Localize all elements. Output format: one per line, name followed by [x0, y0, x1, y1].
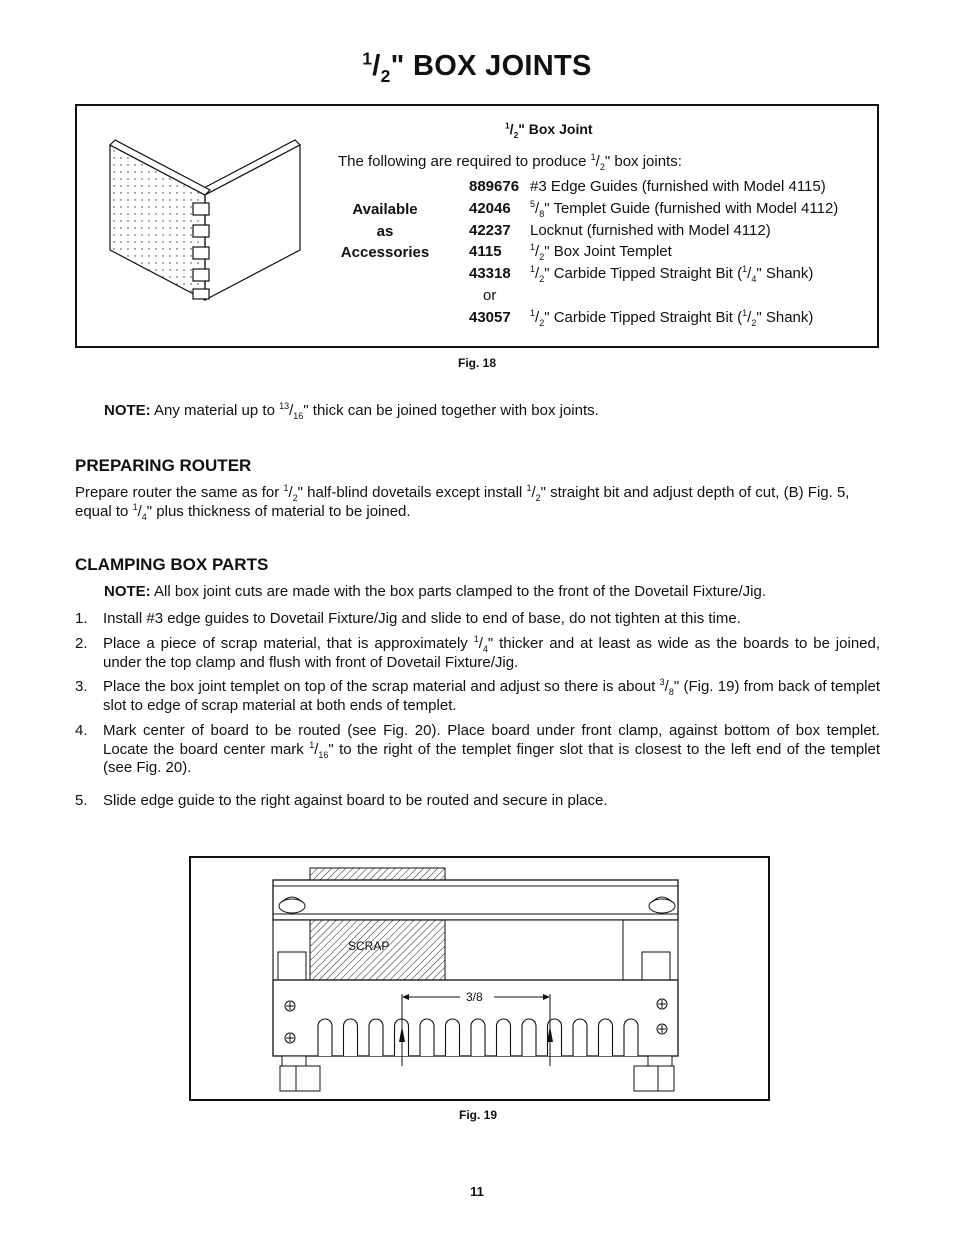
part-code: 43057	[469, 309, 511, 326]
preparing-router-heading: PREPARING ROUTER	[75, 456, 252, 475]
step-text: Install #3 edge guides to Dovetail Fixture/Jig and slide to end of base, do not tighten at this time.	[103, 610, 741, 627]
templet-slot	[599, 1019, 613, 1056]
templet-slot	[446, 1019, 460, 1056]
templet-slot	[420, 1019, 434, 1056]
scrap-label: SCRAP	[348, 939, 390, 953]
step-number: 1.	[75, 610, 88, 627]
preparing-router-text: Prepare router the same as for $^1/_2$" half-blind dovetails except install $^1/_2$" straight bit and adjust depth of cut, (B) Fig. 5, equal to $^1/_4$" plus thickness of material to be joined.	[75, 483, 850, 522]
part-code: 42237	[469, 222, 511, 239]
part-code: 4115	[469, 243, 502, 260]
step-number: 2.	[75, 635, 88, 652]
fig19-illustration	[270, 866, 685, 1094]
step-number: 3.	[75, 678, 88, 695]
part-desc: Locknut (furnished with Model 4112)	[530, 222, 771, 239]
part-code: 43318	[469, 265, 511, 282]
part-code: 42046	[469, 200, 511, 217]
fig19-caption: Fig. 19	[459, 1108, 498, 1122]
part-desc: $^1/_2$" Box Joint Templet	[530, 242, 672, 262]
clamping-heading: CLAMPING BOX PARTS	[75, 555, 269, 574]
page-title: $^1/_2$" BOX JOINTS	[362, 48, 592, 86]
step-text: Slide edge guide to the right against board to be routed and secure in place.	[103, 792, 608, 809]
accessories-intro: The following are required to produce $^1/_2$" box joints:	[338, 152, 682, 172]
available-as-accessories-label: Available as Accessories	[340, 201, 430, 261]
templet-slot	[522, 1019, 536, 1056]
templet-slot	[573, 1019, 587, 1056]
part-desc: #3 Edge Guides (furnished with Model 4115)	[530, 178, 826, 195]
templet-slot	[369, 1019, 383, 1056]
step-text: Mark center of board to be routed (see Fig. 20). Place board under front clamp, against bottom of box templet. Locate the board center mark $^1/_{16}$" to the right of the templet finger slot that is closest to the left end of the templet (see Fig. 20).	[103, 722, 881, 776]
clamping-note: NOTE: All box joint cuts are made with the box parts clamped to the front of the Dovetail Fixture/Jig.	[104, 583, 766, 600]
step-number: 5.	[75, 792, 88, 809]
part-desc: $^1/_2$" Carbide Tipped Straight Bit ($^1/_2$" Shank)	[530, 308, 814, 328]
dimension-label: 3/8	[466, 990, 483, 1004]
templet-slot	[497, 1019, 511, 1056]
note-material-thickness: NOTE: Any material up to $^{13}/_{16}$" thick can be joined together with box joints.	[104, 401, 599, 421]
step-text: Place the box joint templet on top of the scrap material and adjust so there is about $^3/_8$" (Fig. 19) from back of templet slot to edge of scrap material at both ends of templet.	[103, 677, 880, 714]
templet-slot	[624, 1019, 638, 1056]
box-joint-illustration	[105, 135, 305, 310]
page-number: 11	[470, 1184, 484, 1199]
part-code: 889676	[469, 178, 520, 195]
templet-slot	[318, 1019, 332, 1056]
step-number: 4.	[75, 722, 88, 739]
step-text: Place a piece of scrap material, that is approximately $^1/_4$" thicker and at least as wide as the boards to be joined, under the top clamp and flush with front of Dovetail Fixture/Jig.	[103, 634, 881, 671]
part-desc: $^5/_8$" Templet Guide (furnished with Model 4112)	[530, 199, 839, 219]
templet-slot	[344, 1019, 358, 1056]
or-text: or	[483, 287, 497, 304]
fig18-caption: Fig. 18	[458, 356, 497, 370]
box-joint-heading: $^1/_2$" Box Joint	[505, 120, 593, 140]
templet-slot	[471, 1019, 485, 1056]
part-desc: $^1/_2$" Carbide Tipped Straight Bit ($^1/_4$" Shank)	[530, 264, 814, 284]
